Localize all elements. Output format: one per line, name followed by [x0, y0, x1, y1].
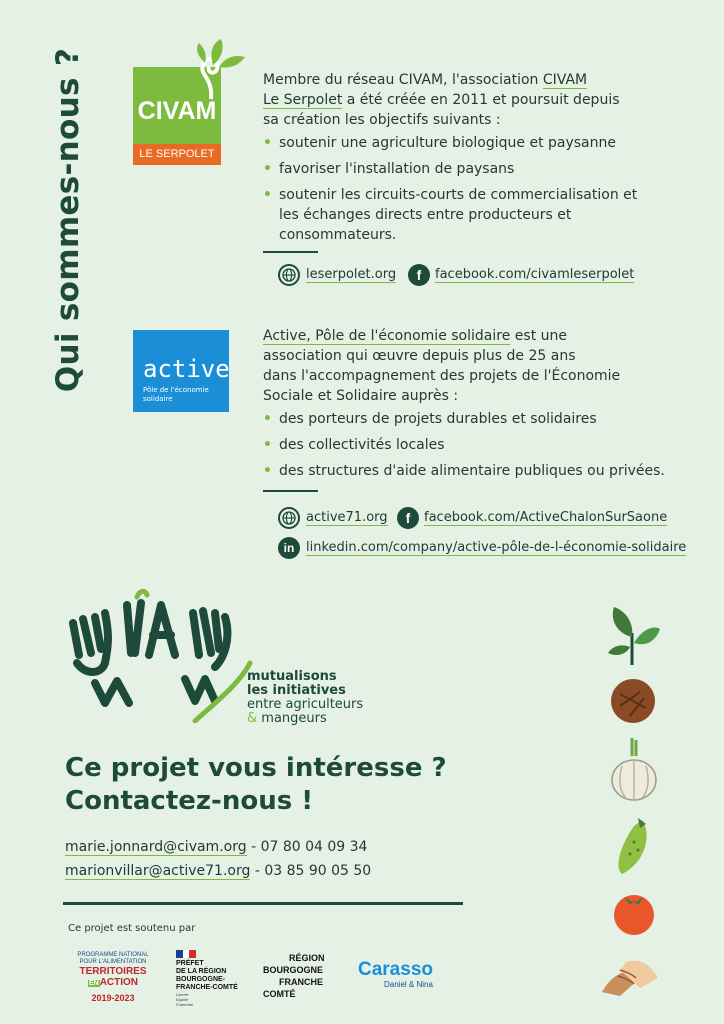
region-text-2: BOURGOGNE	[263, 965, 324, 975]
contact-email-link[interactable]: marionvillar@active71.org	[65, 863, 251, 879]
pna-text-2: POUR L'ALIMENTATION	[79, 959, 147, 965]
contact-phone: - 03 85 90 05 50	[254, 863, 372, 879]
prefet-text-7: Fraternité	[176, 1002, 194, 1007]
active-logo-text: active	[143, 355, 230, 383]
facebook-icon: f	[408, 264, 430, 286]
handshake-icon	[600, 948, 660, 1010]
active-logo-sub-2: solidaire	[143, 395, 173, 403]
active-name-link[interactable]: Active, Pôle de l'économie solidaire	[263, 328, 511, 344]
civam-logo-subtitle: LE SERPOLET	[133, 144, 221, 165]
civam-intro	[263, 70, 683, 130]
divider	[63, 902, 463, 905]
region-text-3: FRANCHE	[279, 977, 323, 987]
miam-tag-2: les initiatives	[247, 683, 346, 698]
region-text-4: COMTÉ	[263, 989, 296, 999]
contact-row	[65, 859, 371, 883]
pna-logo	[68, 952, 158, 1010]
civam-intro-text-3: sa création les objectifs suivants :	[263, 112, 501, 128]
miam-tag-3: entre agriculteurs	[247, 697, 364, 712]
civam-sprout-icon	[191, 37, 251, 107]
garlic-icon	[610, 736, 660, 802]
contact-list	[65, 835, 371, 883]
active-website-link[interactable]: active71.org	[306, 510, 388, 525]
list-item: • des structures d'aide alimentaire publiques ou privées.	[263, 461, 683, 481]
active-intro-text-4: Sociale et Solidaire auprès :	[263, 388, 459, 404]
cta-line-2: Contactez-nous !	[65, 786, 314, 816]
cucumber-icon	[612, 816, 658, 878]
region-text-1: RÉGION	[289, 953, 325, 963]
globe-icon	[278, 264, 300, 286]
active-intro-text-2: association qui œuvre depuis plus de 25 ans	[263, 348, 576, 364]
civam-intro-text: Membre du réseau CIVAM, l'association	[263, 72, 539, 88]
supporters-label: Ce projet est soutenu par	[68, 923, 196, 934]
list-item: • des collectivités locales	[263, 435, 683, 455]
miam-tag-4: mangeurs	[261, 711, 327, 726]
divider	[263, 490, 318, 492]
miam-tagline	[247, 670, 363, 726]
list-item: • soutenir les circuits-courts de commercialisation et les échanges directs entre producteurs et consommateurs.	[263, 185, 653, 245]
prefet-text-6: Égalité	[176, 997, 189, 1002]
carasso-text-1: Carasso	[358, 959, 433, 980]
miam-tag-1: mutualisons	[247, 669, 337, 684]
civam-name-link-2[interactable]: Le Serpolet	[263, 92, 343, 108]
region-logo	[263, 952, 341, 1000]
active-logo-subtitle	[143, 386, 209, 404]
active-logo-sub-1: Pôle de l'économie	[143, 386, 209, 394]
cta-heading	[65, 752, 447, 818]
civam-facebook-link[interactable]: facebook.com/civamleserpolet	[435, 267, 635, 282]
civam-name-link[interactable]: CIVAM	[542, 72, 588, 88]
prefet-logo	[176, 950, 256, 1012]
carasso-text-2: Daniel & Nina	[384, 980, 433, 989]
active-intro-text: est une	[514, 328, 567, 344]
pna-text-1: PROGRAMME NATIONAL	[77, 952, 149, 958]
linkedin-icon: in	[278, 537, 300, 559]
active-facebook[interactable]	[397, 507, 667, 529]
list-item: • soutenir une agriculture biologique et paysanne	[263, 133, 653, 153]
pna-text-5: ACTION	[99, 977, 139, 988]
active-website[interactable]	[278, 507, 388, 529]
civam-logo-text: CIVAM	[137, 97, 217, 125]
prefet-text-3: BOURGOGNE-	[176, 976, 225, 983]
active-intro-text-3: dans l'accompagnement des projets de l'Économie	[263, 368, 621, 384]
list-item: • favoriser l'installation de paysans	[263, 159, 653, 179]
civam-facebook[interactable]	[408, 264, 634, 286]
pna-text-6: 2019-2023	[91, 993, 135, 1003]
contact-email-link[interactable]: marie.jonnard@civam.org	[65, 839, 247, 855]
contact-phone: - 07 80 04 09 34	[251, 839, 368, 855]
prefet-text-5: Liberté	[176, 992, 189, 997]
miam-tag-amp: &	[247, 711, 258, 726]
civam-website-link[interactable]: leserpolet.org	[306, 267, 397, 282]
divider	[263, 251, 318, 253]
tomato-icon	[610, 888, 658, 936]
active-intro	[263, 326, 683, 406]
prefet-text-4: FRANCHE-COMTÉ	[176, 984, 238, 991]
active-facebook-link[interactable]: facebook.com/ActiveChalonSurSaone	[424, 510, 668, 525]
bread-icon	[610, 678, 656, 724]
active-audience-list	[263, 409, 683, 481]
carasso-logo	[358, 960, 448, 989]
active-linkedin-link[interactable]: linkedin.com/company/active-pôle-de-l-économie-solidaire	[306, 540, 687, 555]
civam-logo	[133, 67, 221, 165]
pna-text-3: TERRITOIRES	[79, 966, 147, 977]
spinach-icon	[606, 603, 662, 667]
civam-website[interactable]	[278, 264, 396, 286]
prefet-text-2: DE LA RÉGION	[176, 968, 227, 975]
contact-row	[65, 835, 371, 859]
globe-icon	[278, 507, 300, 529]
active-linkedin[interactable]	[278, 537, 686, 559]
prefet-text-1: PRÉFET	[176, 960, 204, 967]
list-item: • des porteurs de projets durables et solidaires	[263, 409, 683, 429]
civam-objectives-list	[263, 133, 653, 245]
civam-intro-text-2: a été créée en 2011 et poursuit depuis	[346, 92, 620, 108]
active-logo	[133, 330, 229, 412]
page-title-vertical	[38, 47, 98, 393]
page-title: Qui sommes-nous ?	[50, 47, 86, 393]
french-flag-icon	[176, 950, 196, 958]
pna-text-4: EN	[88, 980, 99, 987]
cta-line-1: Ce projet vous intéresse ?	[65, 753, 447, 783]
facebook-icon: f	[397, 507, 419, 529]
